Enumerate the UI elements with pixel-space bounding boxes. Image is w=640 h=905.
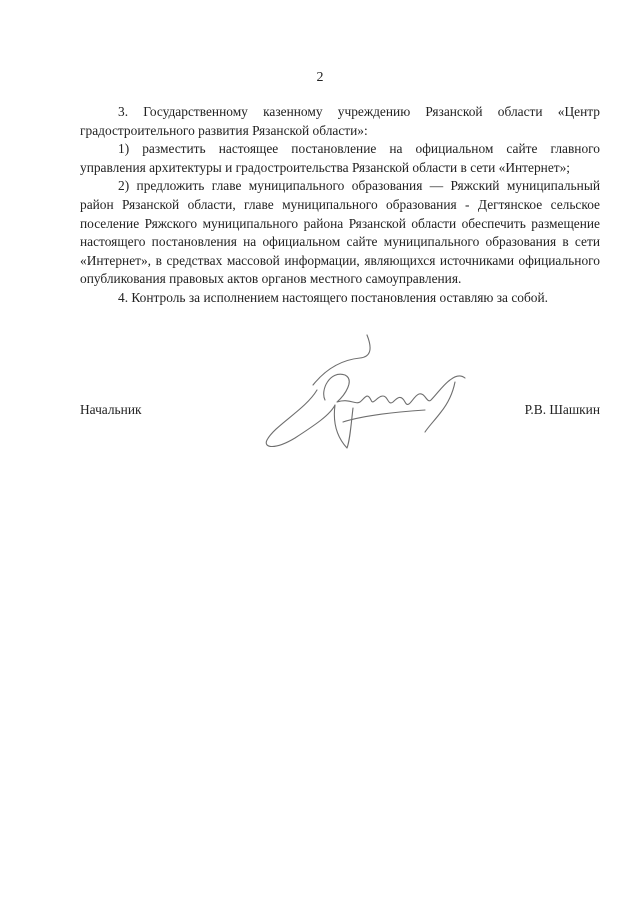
signatory-name: Р.В. Шашкин: [524, 402, 600, 417]
paragraph-subitem-1: 1) разместить настоящее постановление на официальном сайте главного управления архитектуры и градостроительства Рязанской области в сети «Интернет»;: [80, 141, 600, 175]
paragraph-item-4: 4. Контроль за исполнением настоящего постановления оставляю за собой.: [118, 289, 549, 305]
page-number: 2: [316, 70, 324, 85]
document-body: [80, 103, 600, 308]
paragraph-subitem-2: 2) предложить главе муниципального образования — Ряжский муниципальный район Рязанской области, главе муниципального образования - Дегтянское сельское поселение Ряжского муниципального района Рязанской области обеспечить размещение настоящего постановления на официальном сайте муниципального образования в сети «Интернет», в средствах массовой информации, являющихся источниками официального опубликования правовых актов органов местного самоуправления.: [80, 178, 600, 287]
signatory-title: Начальник: [80, 402, 142, 417]
handwritten-signature: [255, 330, 485, 460]
paragraph-item-3: 3. Государственному казенному учреждению Рязанской области «Центр градостроительного развития Рязанской области»:: [80, 104, 600, 138]
